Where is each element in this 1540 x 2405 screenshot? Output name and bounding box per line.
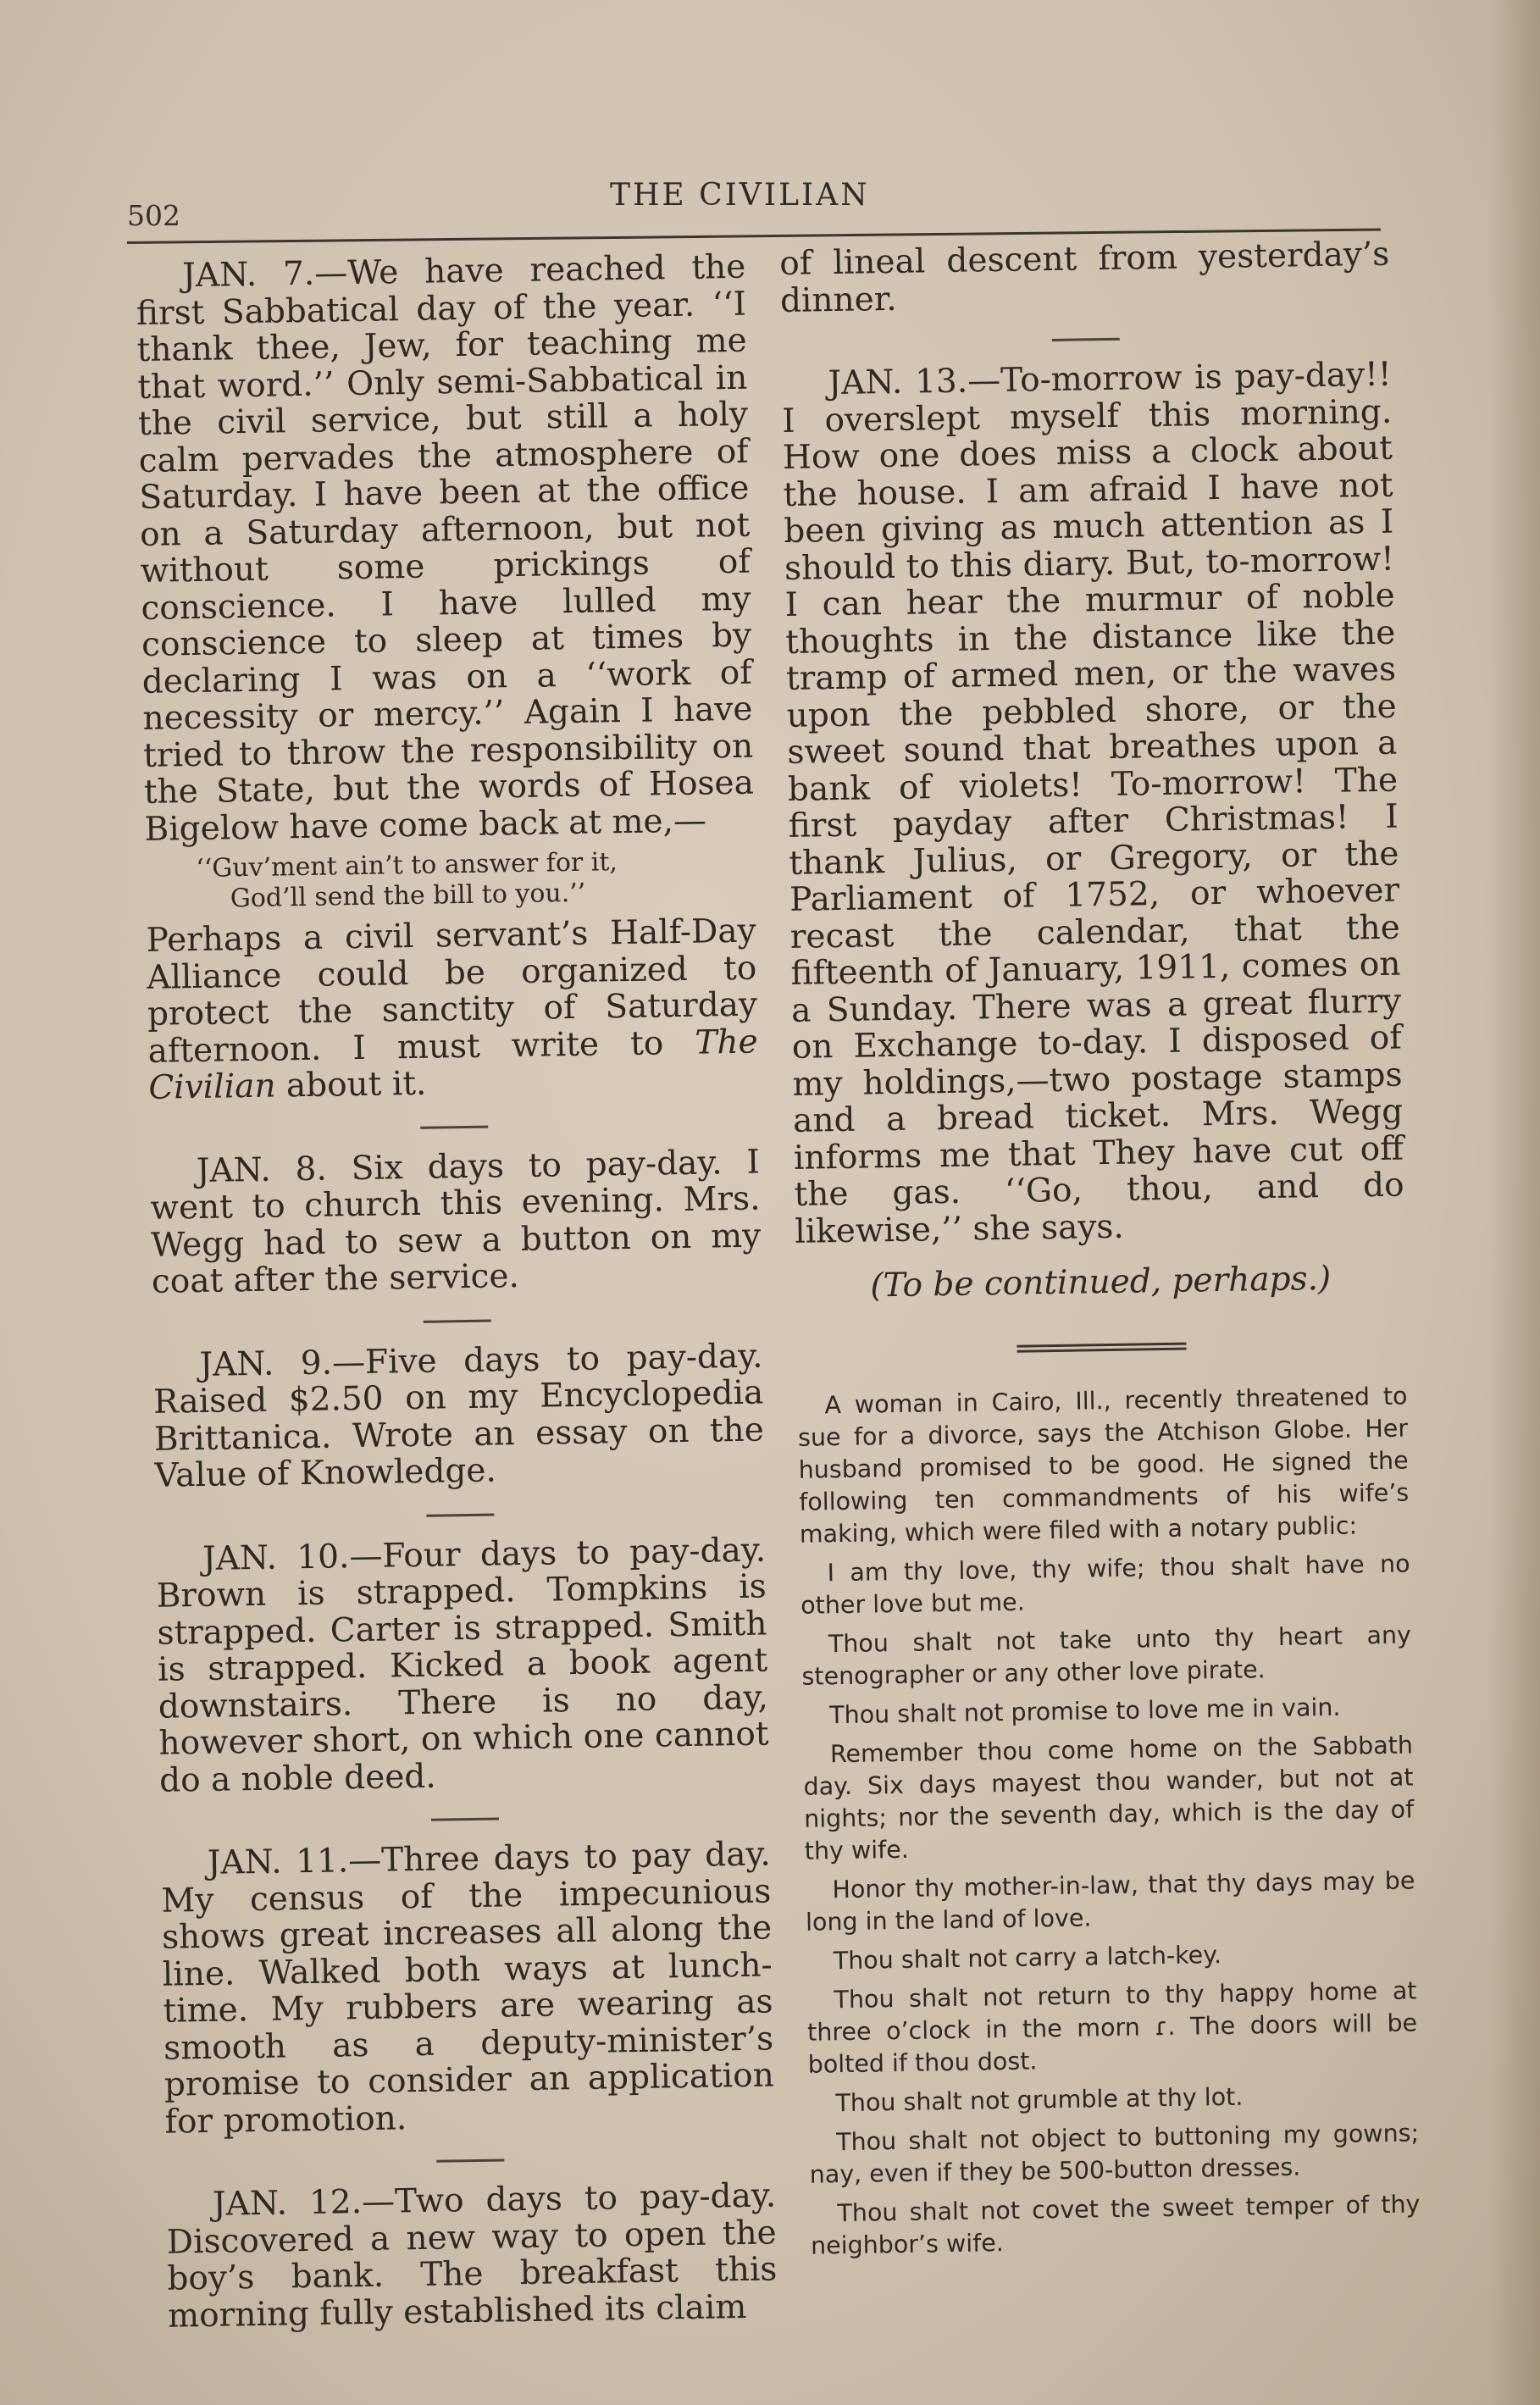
running-title: THE CIVILIAN <box>610 178 870 213</box>
entry-text: JAN. 13.—To-morrow is pay-day!! I overslept myself this morning. How one does miss a clock about the house. I am afraid I have not been giving as much attention as I should to this diary. But, to-morrow! I can hear the murmur of noble thoughts in the distance like the tramp of armed men, or the waves upon the pebbled shore, or the sweet sound that breathes upon a bank of violets! To-morrow! The first payday after Christmas! I thank Julius, or Gregory, or the Parliament of 1752, or whoever recast the calendar, that the fifteenth of January, 1911, comes on a Sunday. There was a great flurry on Exchange to-day. I disposed of my holdings,—two postage stamps and a bread ticket. Mrs. Wegg informs me that They have cut off the gas. ‘‘Go, thou, and do likewise,’’ she says. <box>781 355 1404 1251</box>
right-column <box>779 236 1421 2269</box>
article-text: A woman in Cairo, Ill., recently threatened to sue for a divorce, says the Atchison Globe. Her husband promised to be good. He signed the following ten commandments of his wife’s making, which were filed with a notary public: <box>797 1382 1410 1549</box>
commandment-text: Thou shalt not carry a latch-key. <box>833 1940 1222 1975</box>
entry-text: JAN. 9.—Five days to pay-day. Raised $2.50 on my Encyclopedia Brittanica. Wrote an essay on the Value of Knowledge. <box>152 1337 765 1495</box>
commandment-item <box>800 1548 1410 1621</box>
entry-text: JAN. 11.—Three days to pay day. My census of the impecunious shows great increases all along the line. Walked both ways at lunch-time. My rubbers are wearing as smooth as a deputy-minister’s promise to consider an application for promotion. <box>161 1835 775 2142</box>
separator-rule <box>426 1513 494 1516</box>
entry-text: JAN. 10.—Four days to pay-day. Brown is strapped. Tompkins is strapped. Carter is strapped. Smith is strapped. Kicked a book agent downstairs. There is no day, however short, on which one cannot do a noble deed. <box>156 1531 769 1800</box>
publication-title: The Civilian <box>148 1022 758 1107</box>
diary-entry-jan13 <box>781 357 1404 1250</box>
commandment-item <box>806 1936 1417 1977</box>
commandment-text: Remember thou come home on the Sabbath day. Six days mayest thou wander, but not at nights; nor the seventh day, which is the day of thy wife. <box>803 1730 1415 1865</box>
commandment-text: Thou shalt not object to buttoning my gowns; nay, even if they be 500-button dresses. <box>809 2118 1420 2189</box>
separator-rule <box>436 2158 504 2162</box>
commandment-text: Thou shalt not promise to love me in vain. <box>828 1693 1341 1729</box>
separator-rule <box>420 1125 488 1128</box>
commandment-item <box>809 2117 1420 2191</box>
diary-entry-jan12-continued: of lineal descent from yesterday’s dinner. <box>778 235 1390 320</box>
entry-text: JAN. 7.—We have reached the first Sabbatical day of the year. ‘‘I thank thee, Jew, for teaching me that word.’’ Only semi-Sabbatical in the civil service, but still a holy calm pervades the atmosphere of Saturday. I have been at the office on a Saturday afternoon, but not without some prickings of conscience. I have lulled my conscience to sleep at times by declaring I was on a ‘‘work of necessity or mercy.’’ Again I have tried to throw the responsibility on the State, but the words of Hosea Bigelow have come back at me,— <box>136 247 755 849</box>
separator-rule <box>431 1817 499 1820</box>
diary-entry-jan7-continued <box>146 913 758 1107</box>
diary-entry-jan10 <box>156 1532 770 1799</box>
commandment-item <box>808 2078 1419 2120</box>
diary-entry-jan7 <box>136 249 755 848</box>
commandment-item <box>803 1729 1415 1867</box>
page-edge-shadow <box>1489 0 1540 2405</box>
diary-entry-jan9 <box>152 1338 765 1494</box>
diary-entry-jan11 <box>160 1836 774 2140</box>
commandment-text: Honor thy mother-in-law, that thy days may be long in the land of love. <box>805 1865 1415 1937</box>
commandment-item <box>802 1690 1413 1732</box>
commandment-text: Thou shalt not return to thy happy home at three o’clock in the morn ɾ. The doors will be bolted if thou dost. <box>806 1976 1418 2079</box>
commandment-text: Thou shalt not grumble at thy lot. <box>835 2082 1244 2117</box>
verse-line: God’ll send the bill to you.’’ <box>230 878 586 914</box>
commandment-item <box>810 2188 1421 2262</box>
commandment-item <box>801 1619 1412 1693</box>
page-header <box>0 0 1540 254</box>
diary-entry-jan8 <box>150 1144 762 1300</box>
article-intro <box>797 1380 1410 1550</box>
commandment-item <box>805 1865 1415 1938</box>
page-number: 502 <box>127 199 180 232</box>
verse-quote <box>196 845 756 915</box>
commandment-text: Thou shalt not take unto thy heart any stenographer or any other love pirate. <box>801 1620 1412 1691</box>
commandment-text: Thou shalt not covet the sweet temper of thy neighbor’s wife. <box>810 2189 1421 2260</box>
continued-note: (To be continued, perhaps.) <box>870 1259 1332 1305</box>
entry-text: Perhaps a civil servant’s Half-Day Alliance could be organized to protect the sanctity of Saturday afternoon. I must write to <box>146 912 758 1071</box>
article-divider <box>1017 1342 1186 1352</box>
separator-rule <box>1052 338 1120 341</box>
entry-text: about it. <box>285 1064 427 1106</box>
entry-text: JAN. 12.—Two days to pay-day. Discovered a new way to open the boy’s bank. The breakfast this morning fully established its claim <box>166 2176 778 2336</box>
diary-entry-jan12 <box>166 2177 778 2334</box>
separator-rule <box>424 1319 491 1322</box>
entry-text: JAN. 8. Six days to pay-day. I went to church this evening. Mrs. Wegg had to sew a button on my coat after the service. <box>150 1143 762 1301</box>
verse-line: ‘‘Guv’ment ain’t to answer for it, <box>196 847 618 884</box>
commandment-item <box>806 1975 1418 2081</box>
left-column <box>136 249 778 2335</box>
commandment-text: I am thy love, thy wife; thou shalt have no other love but me. <box>800 1549 1410 1620</box>
